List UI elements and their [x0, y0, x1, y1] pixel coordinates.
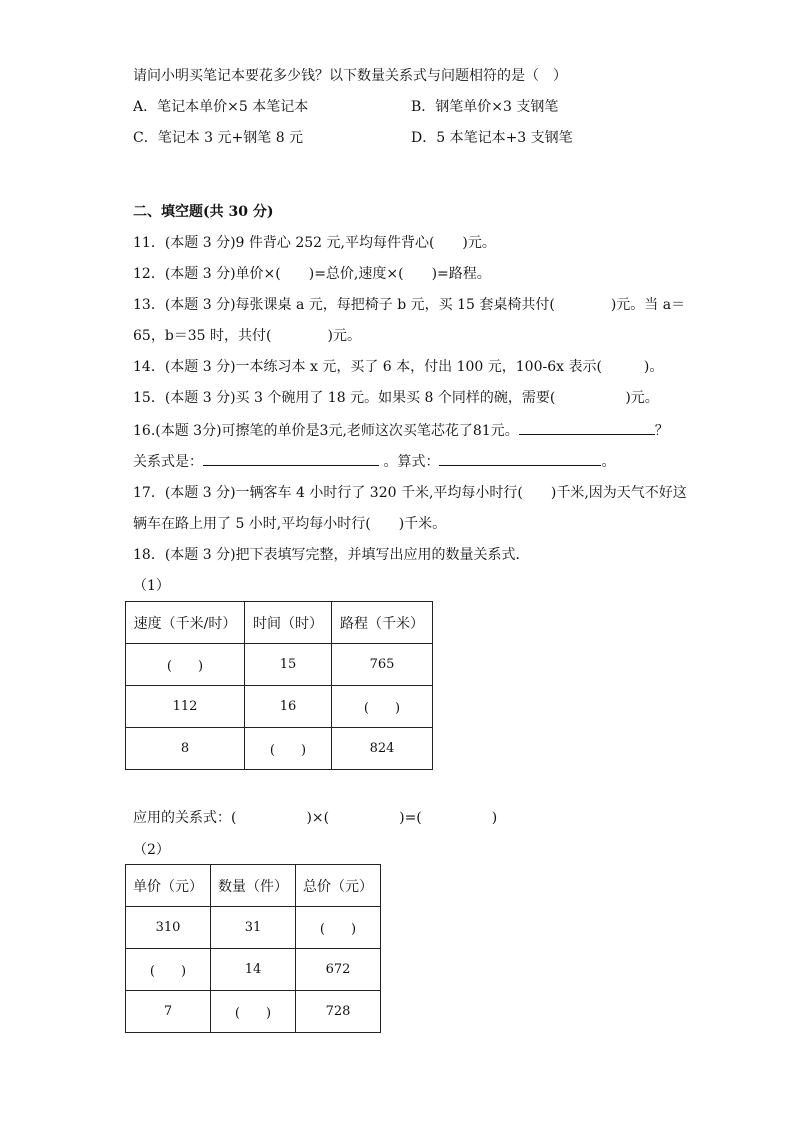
table-blank-cell[interactable]: ( )	[126, 949, 211, 991]
table-cell: 672	[296, 949, 381, 991]
table-cell: 31	[211, 907, 296, 949]
table-cell: 7	[126, 991, 211, 1033]
q17-line1: 17．(本题 3 分)一辆客车 4 小时行了 320 千米,平均每小时行( )千米,因为天气不好这	[133, 485, 687, 501]
speed-time-distance-table	[125, 601, 433, 770]
table-cell: 14	[211, 949, 296, 991]
q16-stem: 16.(本题 3分)可擦笔的单价是3元,老师这次买笔芯花了81元。	[133, 423, 519, 439]
table-blank-cell[interactable]: ( )	[245, 728, 332, 770]
q16-line1	[133, 420, 669, 441]
q15-text: 15．(本题 3 分)买 3 个碗用了 18 元。如果买 8 个同样的碗，需要( )元。	[133, 390, 659, 406]
table-cell: 728	[296, 991, 381, 1033]
table-blank-cell[interactable]: ( )	[211, 991, 296, 1033]
price-quantity-total-table	[125, 864, 381, 1033]
q10-option-a: A．笔记本单价×5 本笔记本	[133, 99, 309, 115]
table-row	[126, 907, 381, 949]
q16-relation-blank[interactable]	[203, 451, 379, 466]
q16-end: 。	[601, 454, 616, 470]
table-row	[126, 686, 433, 728]
q16-formula-blank[interactable]	[439, 451, 601, 466]
section-title: 二、填空题(共 30 分)	[133, 204, 274, 220]
q13-line1: 13．(本题 3 分)每张课桌 a 元，每把椅子 b 元，买 15 套桌椅共付( )元。当 a＝	[133, 297, 686, 313]
table-row	[126, 644, 433, 686]
q16-line2	[133, 451, 615, 472]
q18-relation-line: 应用的关系式：( )×( )=( )	[133, 810, 498, 826]
table-header-cell: 时间（时）	[245, 602, 332, 644]
table-blank-cell[interactable]: ( )	[126, 644, 245, 686]
table-header-row	[126, 865, 381, 907]
table-cell: 112	[126, 686, 245, 728]
table-blank-cell[interactable]: ( )	[332, 686, 433, 728]
table-header-cell: 单价（元）	[126, 865, 211, 907]
q10-option-d: D．5 本笔记本+3 支钢笔	[411, 130, 573, 146]
table-row	[126, 991, 381, 1033]
q10-option-b: B．钢笔单价×3 支钢笔	[411, 99, 559, 115]
table-cell: 16	[245, 686, 332, 728]
q17-line2: 辆车在路上用了 5 小时,平均每小时行( )千米。	[133, 516, 447, 532]
q16-question-blank[interactable]	[519, 420, 655, 435]
table-header-row	[126, 602, 433, 644]
q10-stem: 请问小明买笔记本要花多少钱？以下数量关系式与问题相符的是（ ）	[133, 68, 567, 84]
table-header-cell: 路程（千米）	[332, 602, 433, 644]
table-cell: 824	[332, 728, 433, 770]
q18-part1-label: （1）	[133, 578, 170, 594]
q14-text: 14．(本题 3 分)一本练习本 x 元，买了 6 本，付出 100 元，100-6x 表示( )。	[133, 359, 664, 375]
table-blank-cell[interactable]: ( )	[296, 907, 381, 949]
q16-relation-label: 关系式是：	[133, 454, 203, 470]
table-row	[126, 728, 433, 770]
q12-text: 12．(本题 3 分)单价×( )=总价,速度×( )=路程。	[133, 266, 491, 282]
table-cell: 310	[126, 907, 211, 949]
table-cell: 15	[245, 644, 332, 686]
q10-option-c: C．笔记本 3 元+钢笔 8 元	[133, 130, 304, 146]
table-cell: 765	[332, 644, 433, 686]
q16-question-mark: ？	[654, 423, 669, 439]
q18-stem: 18．(本题 3 分)把下表填写完整，并填写出应用的数量关系式．	[133, 547, 530, 563]
q18-part2-label: （2）	[133, 842, 170, 858]
q16-formula-label: 。算式：	[383, 454, 440, 470]
table-header-cell: 速度（千米/时）	[126, 602, 245, 644]
table-cell: 8	[126, 728, 245, 770]
table-header-cell: 数量（件）	[211, 865, 296, 907]
q13-line2: 65，b＝35 时，共付( )元。	[133, 328, 361, 344]
table-row	[126, 949, 381, 991]
q11-text: 11．(本题 3 分)9 件背心 252 元,平均每件背心( )元。	[133, 235, 496, 251]
table-header-cell: 总价（元）	[296, 865, 381, 907]
